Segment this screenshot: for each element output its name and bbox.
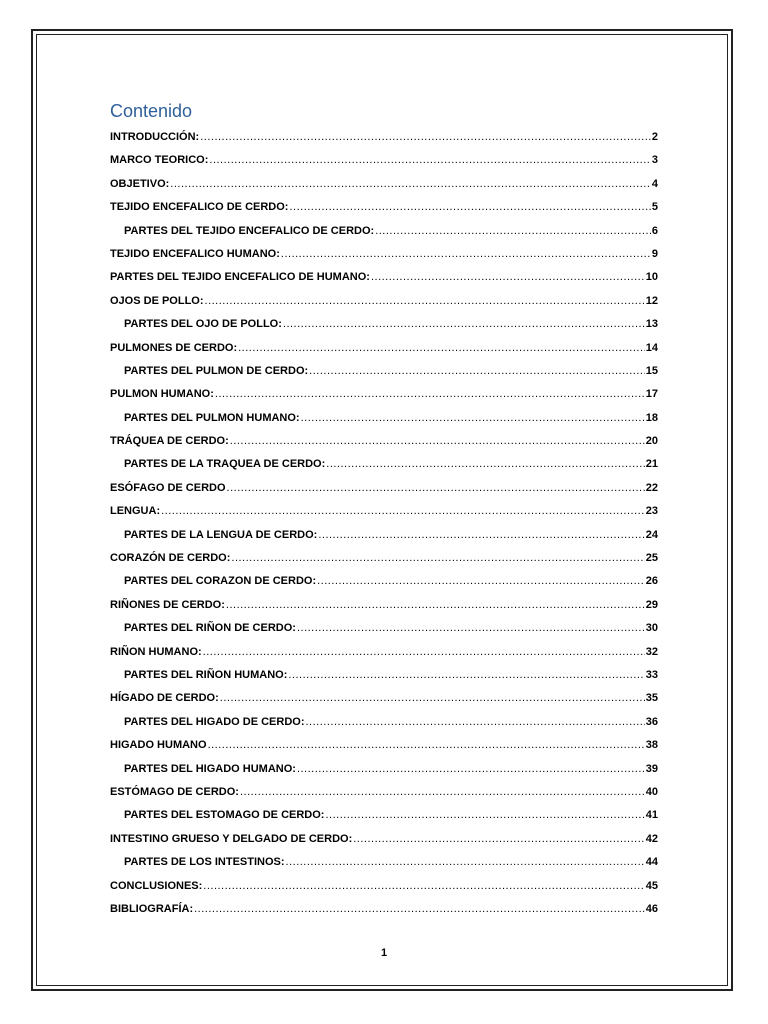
toc-entry-title: PARTES DEL OJO DE POLLO: bbox=[124, 318, 282, 331]
toc-entry-title: PULMON HUMANO: bbox=[110, 388, 214, 401]
toc-dot-leader bbox=[215, 383, 645, 406]
toc-entry-title: PULMONES DE CERDO: bbox=[110, 341, 238, 354]
toc-entry-page: 33 bbox=[645, 668, 658, 681]
toc-entry-page: 6 bbox=[651, 224, 658, 237]
toc-entry-title: PARTES DEL TEJIDO ENCEFALICO DE HUMANO: bbox=[110, 271, 370, 284]
toc-entry[interactable] bbox=[110, 617, 658, 640]
toc-entry[interactable] bbox=[110, 687, 658, 710]
toc-entry-page: 39 bbox=[645, 762, 658, 775]
toc-dot-leader bbox=[281, 243, 651, 266]
toc-dot-leader bbox=[209, 149, 650, 172]
toc-dot-leader bbox=[208, 734, 645, 757]
toc-entry-title: INTESTINO GRUESO Y DELGADO DE CERDO: bbox=[110, 832, 353, 845]
toc-entry-page: 23 bbox=[645, 505, 658, 518]
toc-dot-leader bbox=[230, 430, 645, 453]
toc-entry-page: 22 bbox=[645, 481, 658, 494]
toc-entry[interactable] bbox=[110, 383, 658, 406]
toc-dot-leader bbox=[220, 687, 645, 710]
toc-dot-leader bbox=[200, 126, 651, 149]
toc-dot-leader bbox=[170, 173, 651, 196]
toc-entry-page: 44 bbox=[645, 856, 658, 869]
toc-entry[interactable] bbox=[110, 290, 658, 313]
toc-entry-title: HIGADO HUMANO bbox=[110, 739, 207, 752]
toc-entry-page: 21 bbox=[645, 458, 658, 471]
toc-entry-page: 2 bbox=[651, 131, 658, 143]
toc-entry-page: 26 bbox=[645, 575, 658, 588]
toc-entry-title: PARTES DE LOS INTESTINOS: bbox=[124, 856, 285, 869]
toc-entry-page: 20 bbox=[645, 435, 658, 448]
toc-dot-leader bbox=[306, 711, 645, 734]
toc-entry[interactable] bbox=[110, 173, 658, 196]
toc-entry-page: 4 bbox=[651, 177, 658, 190]
page-number: 1 bbox=[380, 947, 388, 959]
toc-entry-page: 42 bbox=[645, 832, 658, 845]
toc-entry-page: 35 bbox=[645, 692, 658, 705]
toc-entry-title: RIÑONES DE CERDO: bbox=[110, 598, 225, 611]
toc-entry-page: 36 bbox=[645, 715, 658, 728]
toc-entry-page: 10 bbox=[645, 271, 658, 284]
toc-dot-leader bbox=[286, 851, 645, 874]
toc-dot-leader bbox=[375, 220, 651, 243]
toc-entry-page: 45 bbox=[645, 879, 658, 892]
toc-entry-page: 5 bbox=[651, 201, 658, 214]
toc-entry[interactable] bbox=[110, 430, 658, 453]
toc-entry[interactable] bbox=[110, 477, 658, 500]
toc-dot-leader bbox=[297, 758, 645, 781]
toc-entry[interactable] bbox=[110, 337, 658, 360]
toc-entry-title: PARTES DEL PULMON DE CERDO: bbox=[124, 364, 309, 377]
toc-entry-title: PARTES DEL RIÑON DE CERDO: bbox=[124, 622, 296, 635]
toc-entry[interactable] bbox=[110, 758, 658, 781]
toc-dot-leader bbox=[301, 407, 645, 430]
toc-entry-page: 41 bbox=[645, 809, 658, 822]
toc-entry[interactable] bbox=[110, 851, 658, 874]
toc-entry-page: 25 bbox=[645, 552, 658, 565]
toc-entry-title: TRÁQUEA DE CERDO: bbox=[110, 435, 229, 448]
toc-entry[interactable] bbox=[110, 641, 658, 664]
toc-entry[interactable] bbox=[110, 547, 658, 570]
table-of-contents bbox=[110, 126, 658, 921]
toc-entry-title: CORAZÓN DE CERDO: bbox=[110, 552, 231, 565]
toc-entry-title: PARTES DE LA TRAQUEA DE CERDO: bbox=[124, 458, 326, 471]
toc-entry-page: 24 bbox=[645, 528, 658, 541]
toc-entry-title: OBJETIVO: bbox=[110, 177, 170, 190]
toc-entry[interactable] bbox=[110, 734, 658, 757]
toc-entry-page: 38 bbox=[645, 739, 658, 752]
toc-heading: Contenido bbox=[110, 101, 193, 121]
toc-entry-page: 32 bbox=[645, 645, 658, 658]
toc-entry-title: PARTES DEL HIGADO DE CERDO: bbox=[124, 715, 305, 728]
toc-entry-title: INTRODUCCIÓN: bbox=[110, 131, 200, 143]
toc-dot-leader bbox=[238, 337, 645, 360]
toc-dot-leader bbox=[161, 500, 645, 523]
toc-entry-page: 46 bbox=[645, 902, 658, 915]
toc-entry-title: MARCO TEORICO: bbox=[110, 154, 209, 167]
toc-dot-leader bbox=[325, 804, 644, 827]
toc-dot-leader bbox=[194, 898, 645, 921]
toc-dot-leader bbox=[371, 266, 645, 289]
toc-entry-page: 13 bbox=[645, 318, 658, 331]
toc-entry-title: ESÓFAGO DE CERDO bbox=[110, 481, 226, 494]
toc-entry-title: LENGUA: bbox=[110, 505, 161, 518]
toc-entry[interactable] bbox=[110, 243, 658, 266]
toc-entry[interactable] bbox=[110, 711, 658, 734]
toc-dot-leader bbox=[353, 828, 645, 851]
toc-entry[interactable] bbox=[110, 804, 658, 827]
toc-entry-title: HÍGADO DE CERDO: bbox=[110, 692, 219, 705]
toc-dot-leader bbox=[318, 524, 644, 547]
toc-entry-page: 40 bbox=[645, 785, 658, 798]
toc-entry-title: PARTES DEL RIÑON HUMANO: bbox=[124, 668, 288, 681]
toc-entry[interactable] bbox=[110, 407, 658, 430]
toc-entry-page: 14 bbox=[645, 341, 658, 354]
toc-entry[interactable] bbox=[110, 220, 658, 243]
toc-entry[interactable] bbox=[110, 196, 658, 219]
toc-dot-leader bbox=[317, 570, 645, 593]
toc-entry[interactable] bbox=[110, 313, 658, 336]
toc-dot-leader bbox=[205, 290, 645, 313]
toc-entry-page: 30 bbox=[645, 622, 658, 635]
toc-entry-page: 18 bbox=[645, 411, 658, 424]
toc-entry[interactable] bbox=[110, 664, 658, 687]
toc-entry[interactable] bbox=[110, 570, 658, 593]
toc-entry-title: PARTES DEL TEJIDO ENCEFALICO DE CERDO: bbox=[124, 224, 375, 237]
toc-entry-title: PARTES DEL ESTOMAGO DE CERDO: bbox=[124, 809, 325, 822]
toc-entry[interactable] bbox=[110, 360, 658, 383]
toc-entry-page: 12 bbox=[645, 294, 658, 307]
toc-dot-leader bbox=[297, 617, 645, 640]
toc-dot-leader bbox=[227, 477, 645, 500]
toc-entry-title: ESTÓMAGO DE CERDO: bbox=[110, 785, 239, 798]
toc-entry-title: TEJIDO ENCEFALICO DE CERDO: bbox=[110, 201, 289, 214]
toc-entry[interactable] bbox=[110, 500, 658, 523]
toc-entry[interactable] bbox=[110, 126, 658, 149]
toc-dot-leader bbox=[288, 664, 644, 687]
toc-dot-leader bbox=[283, 313, 645, 336]
toc-entry[interactable] bbox=[110, 875, 658, 898]
toc-entry-page: 17 bbox=[645, 388, 658, 401]
toc-dot-leader bbox=[203, 875, 644, 898]
toc-entry[interactable] bbox=[110, 828, 658, 851]
toc-entry[interactable] bbox=[110, 898, 658, 921]
toc-entry[interactable] bbox=[110, 524, 658, 547]
toc-dot-leader bbox=[203, 641, 645, 664]
toc-dot-leader bbox=[240, 781, 645, 804]
toc-dot-leader bbox=[289, 196, 650, 219]
toc-entry[interactable] bbox=[110, 594, 658, 617]
toc-entry-page: 3 bbox=[651, 154, 658, 167]
toc-entry-title: PARTES DEL HIGADO HUMANO: bbox=[124, 762, 296, 775]
toc-entry-title: TEJIDO ENCEFALICO HUMANO: bbox=[110, 247, 280, 260]
toc-entry-title: PARTES DEL PULMON HUMANO: bbox=[124, 411, 300, 424]
toc-entry-page: 9 bbox=[651, 247, 658, 260]
toc-entry-title: PARTES DEL CORAZON DE CERDO: bbox=[124, 575, 317, 588]
toc-dot-leader bbox=[231, 547, 644, 570]
toc-dot-leader bbox=[326, 453, 644, 476]
toc-dot-leader bbox=[226, 594, 645, 617]
toc-entry-title: RIÑON HUMANO: bbox=[110, 645, 202, 658]
toc-entry[interactable] bbox=[110, 149, 658, 172]
toc-entry-page: 29 bbox=[645, 598, 658, 611]
toc-entry-title: CONCLUSIONES: bbox=[110, 879, 203, 892]
toc-entry[interactable] bbox=[110, 266, 658, 289]
toc-entry[interactable] bbox=[110, 453, 658, 476]
toc-entry[interactable] bbox=[110, 781, 658, 804]
toc-dot-leader bbox=[309, 360, 645, 383]
toc-entry-page: 15 bbox=[645, 364, 658, 377]
toc-entry-title: PARTES DE LA LENGUA DE CERDO: bbox=[124, 528, 318, 541]
toc-entry-title: BIBLIOGRAFÍA: bbox=[110, 902, 194, 915]
toc-entry-title: OJOS DE POLLO: bbox=[110, 294, 204, 307]
